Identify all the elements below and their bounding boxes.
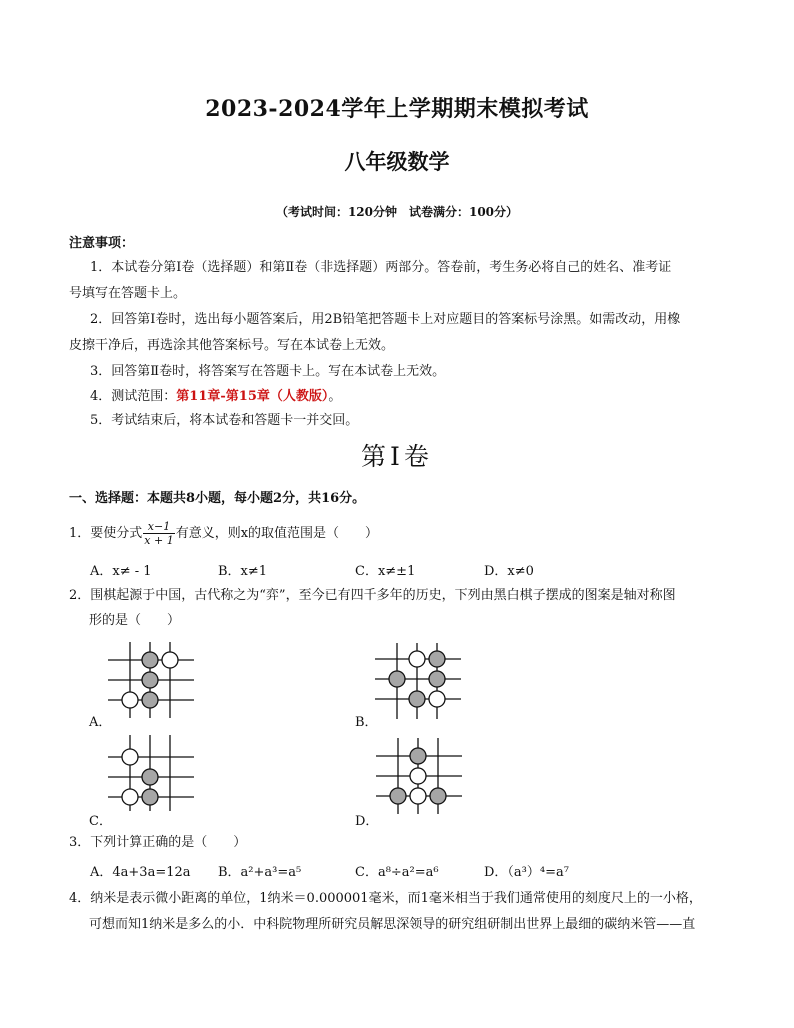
q1-prefix: 1．要使分式 xyxy=(69,526,143,541)
q1-option-a: A．x≠ - 1 xyxy=(90,564,152,579)
gray-stone xyxy=(409,691,425,707)
note-item-4 xyxy=(90,387,341,407)
test-range: 第11章-第15章（人教版） xyxy=(176,389,329,404)
question-4-line-1: 4．纳米是表示微小距离的单位，1纳米＝0.000001毫米，而1毫米相当于我们通常使用的刻度尺上的一小格， xyxy=(69,891,702,906)
gray-stone xyxy=(142,769,158,785)
q3-option-b: B．a²+a³=a⁵ xyxy=(218,865,302,880)
gray-stone xyxy=(142,692,158,708)
q1-suffix: 有意义，则x的取值范围是（ ） xyxy=(175,526,379,541)
q1-fraction-denominator: x + 1 xyxy=(144,534,174,547)
q1-fraction xyxy=(143,520,174,547)
note-item-2-line-1: 2．回答第Ⅰ卷时，选出每小题答案后，用2B铅笔把答题卡上对应题目的答案标号涂黑。如需改动，用橡 xyxy=(90,312,681,327)
question-4-line-2: 可想而知1纳米是多么的小．中科院物理所研究员解思深领导的研究组研制出世界上最细的碳纳米管——直 xyxy=(89,917,696,932)
note-item-2-line-2: 皮擦干净后，再选涂其他答案标号。写在本试卷上无效。 xyxy=(69,338,395,353)
note-item-3: 3．回答第Ⅱ卷时，将答案写在答题卡上。写在本试卷上无效。 xyxy=(90,364,446,379)
section-heading: 一、选择题：本题共8小题，每小题2分，共16分。 xyxy=(69,491,366,506)
note-item-4-suffix: 。 xyxy=(328,389,342,404)
q3-option-a: A．4a+3a=12a xyxy=(90,865,191,880)
exam-subject: 八年级数学 xyxy=(344,149,450,174)
white-stone xyxy=(122,789,138,805)
q2-label-c: C． xyxy=(89,814,112,829)
question-3-stem: 3．下列计算正确的是（ ） xyxy=(69,835,247,850)
gray-stone xyxy=(389,671,405,687)
exam-info: （考试时间：120分钟 试卷满分：100分） xyxy=(275,205,519,219)
gray-stone xyxy=(142,652,158,668)
white-stone xyxy=(409,651,425,667)
white-stone xyxy=(410,768,426,784)
q2-label-a: A． xyxy=(89,715,112,730)
note-item-4-prefix: 4．测试范围： xyxy=(90,389,177,404)
section-title: 第Ⅰ卷 xyxy=(361,442,433,471)
go-figure-d xyxy=(376,738,462,814)
q1-option-c: C．x≠±1 xyxy=(355,564,416,579)
q3-option-c: C．a⁸÷a²=a⁶ xyxy=(355,865,439,880)
q2-label-b: B． xyxy=(355,715,378,730)
q3-option-d: D．（a³）⁴=a⁷ xyxy=(484,865,569,880)
white-stone xyxy=(122,749,138,765)
question-1-stem xyxy=(69,520,378,547)
question-2-line-1: 2．围棋起源于中国，古代称之为“弈”，至今已有四千多年的历史，下列由黑白棋子摆成的图案是轴对称图 xyxy=(69,588,676,603)
white-stone xyxy=(429,691,445,707)
go-figure-c xyxy=(108,735,194,811)
gray-stone xyxy=(390,788,406,804)
note-item-5: 5．考试结束后，将本试卷和答题卡一并交回。 xyxy=(90,413,359,428)
white-stone xyxy=(162,652,178,668)
q1-option-b: B．x≠1 xyxy=(218,564,268,579)
gray-stone xyxy=(429,651,445,667)
q2-label-d: D． xyxy=(355,814,379,829)
go-figure-b xyxy=(375,643,461,719)
white-stone xyxy=(410,788,426,804)
question-2-line-2: 形的是（ ） xyxy=(89,613,181,628)
go-figure-a xyxy=(108,642,194,718)
gray-stone xyxy=(142,672,158,688)
white-stone xyxy=(122,692,138,708)
notes-title: 注意事项： xyxy=(69,236,135,251)
q1-fraction-numerator: x−1 xyxy=(143,520,174,534)
note-item-1-line-2: 号填写在答题卡上。 xyxy=(69,286,187,301)
gray-stone xyxy=(430,788,446,804)
gray-stone xyxy=(410,748,426,764)
gray-stone xyxy=(142,789,158,805)
gray-stone xyxy=(429,671,445,687)
note-item-1-line-1: 1．本试卷分第Ⅰ卷（选择题）和第Ⅱ卷（非选择题）两部分。答卷前，考生务必将自己的姓名、准考证 xyxy=(90,260,672,275)
q1-option-d: D．x≠0 xyxy=(484,564,534,579)
page-title: 2023-2024学年上学期期末模拟考试 xyxy=(205,96,589,122)
